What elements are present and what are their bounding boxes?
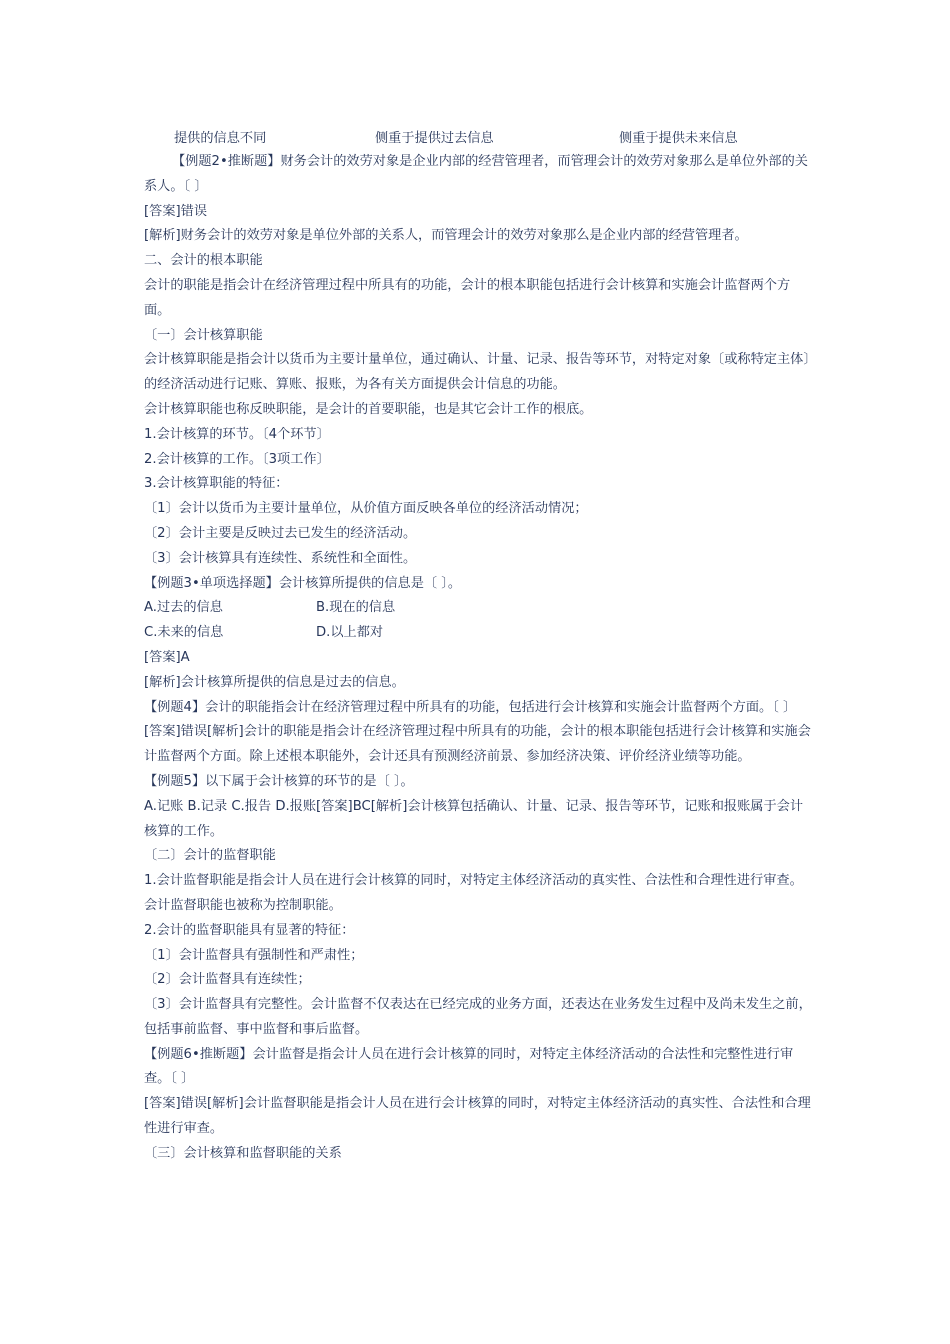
list-item: 2.会计的监督职能具有显著的特征： [144, 922, 355, 938]
subsection-heading-supervision: 〔二〕会计的监督职能 [144, 848, 276, 864]
example-3-options-row-1 [144, 596, 814, 621]
list-item: 3.会计核算职能的特征： [144, 476, 289, 492]
paragraph: 会计核算职能也称反映职能，是会计的首要职能，也是其它会计工作的根底。 [144, 401, 593, 417]
example-2-question: 【例题2•推断题】财务会计的效劳对象是企业内部的经营管理者，而管理会计的效劳对象那么是单位外部的关系人。〔 〕 [144, 154, 808, 194]
subsection-heading-relationship: 〔三〕会计核算和监督职能的关系 [144, 1145, 342, 1161]
example-3-options-row-2 [144, 621, 814, 646]
list-item: 2.会计核算的工作。〔3项工作〕 [144, 451, 330, 467]
list-item: 〔2〕会计监督具有连续性； [144, 972, 311, 988]
management-accounting-cell: 侧重于提供未来信息 [619, 131, 738, 146]
example-4-question: 【例题4】会计的职能指会计在经济管理过程中所具有的功能，包括进行会计核算和实施会计监督两个方面。〔 〕 [144, 699, 797, 715]
paragraph: 会计的职能是指会计在经济管理过程中所具有的功能，会计的根本职能包括进行会计核算和实施会计监督两个方面。 [144, 277, 791, 318]
financial-accounting-cell: 侧重于提供过去信息 [375, 131, 494, 146]
list-item: 〔1〕会计以货币为主要计量单位，从价值方面反映各单位的经济活动情况； [144, 501, 588, 517]
example-6-answer: [答案]错误[解析]会计监督职能是指会计人员在进行会计核算的同时，对特定主体经济活动的真实性、合法性和合理性进行审查。 [144, 1096, 811, 1137]
comparison-table-row [0, 127, 950, 149]
list-item: 〔3〕会计监督具有完整性。会计监督不仅表达在已经完成的业务方面，还表达在业务发生过程中及尚未发生之前，包括事前监督、事中监督和事后监督。 [144, 997, 812, 1037]
option-c: C.未来的信息 [144, 625, 224, 641]
paragraph: 会计核算职能是指会计以货币为主要计量单位，通过确认、计量、记录、报告等环节，对特定对象〔或称特定主体〕的经济活动进行记账、算账、报账，为各有关方面提供会计信息的功能。 [144, 352, 810, 393]
example-2-answer: [答案]错误 [144, 203, 208, 219]
example-5-options-answer: A.记账 B.记录 C.报告 D.报账[答案]BC[解析]会计核算包括确认、计量、记录、报告等环节，记账和报账属于会计核算的工作。 [144, 798, 804, 839]
list-item: 1.会计监督职能是指会计人员在进行会计核算的同时，对特定主体经济活动的真实性、合法性和合理性进行审查。会计监督职能也被称为控制职能。 [144, 873, 803, 913]
document-body [144, 150, 814, 1167]
list-item: 〔3〕会计核算具有连续性、系统性和全面性。 [144, 550, 417, 566]
comparison-label: 提供的信息不同 [174, 131, 267, 146]
example-2-analysis: [解析]财务会计的效劳对象是单位外部的关系人，而管理会计的效劳对象那么是企业内部的经营管理者。 [144, 228, 748, 244]
list-item: 〔1〕会计监督具有强制性和严肃性； [144, 947, 364, 963]
example-3-answer: [答案]A [144, 649, 190, 665]
example-3-analysis: [解析]会计核算所提供的信息是过去的信息。 [144, 674, 405, 690]
example-6-question: 【例题6•推断题】会计监督是指会计人员在进行会计核算的同时，对特定主体经济活动的合法性和完整性进行审查。〔 〕 [144, 1046, 794, 1087]
list-item: 1.会计核算的环节。〔4个环节〕 [144, 426, 330, 442]
example-4-answer: [答案]错误[解析]会计的职能是指会计在经济管理过程中所具有的功能，会计的根本职能包括进行会计核算和实施会计监督两个方面。除上述根本职能外，会计还具有预测经济前景、参加经济决策、评价经济业绩等功能。 [144, 724, 811, 765]
option-d: D.以上都对 [316, 625, 384, 641]
option-a: A.过去的信息 [144, 600, 223, 616]
subsection-heading-accounting: 〔一〕会计核算职能 [144, 327, 263, 343]
example-3-question: 【例题3•单项选择题】会计核算所提供的信息是〔 〕。 [144, 575, 462, 591]
example-5-question: 【例题5】以下属于会计核算的环节的是〔 〕。 [144, 773, 414, 789]
option-b: B.现在的信息 [316, 600, 396, 616]
section-heading-basic-functions: 二、会计的根本职能 [144, 253, 263, 269]
list-item: 〔2〕会计主要是反映过去已发生的经济活动。 [144, 525, 417, 541]
